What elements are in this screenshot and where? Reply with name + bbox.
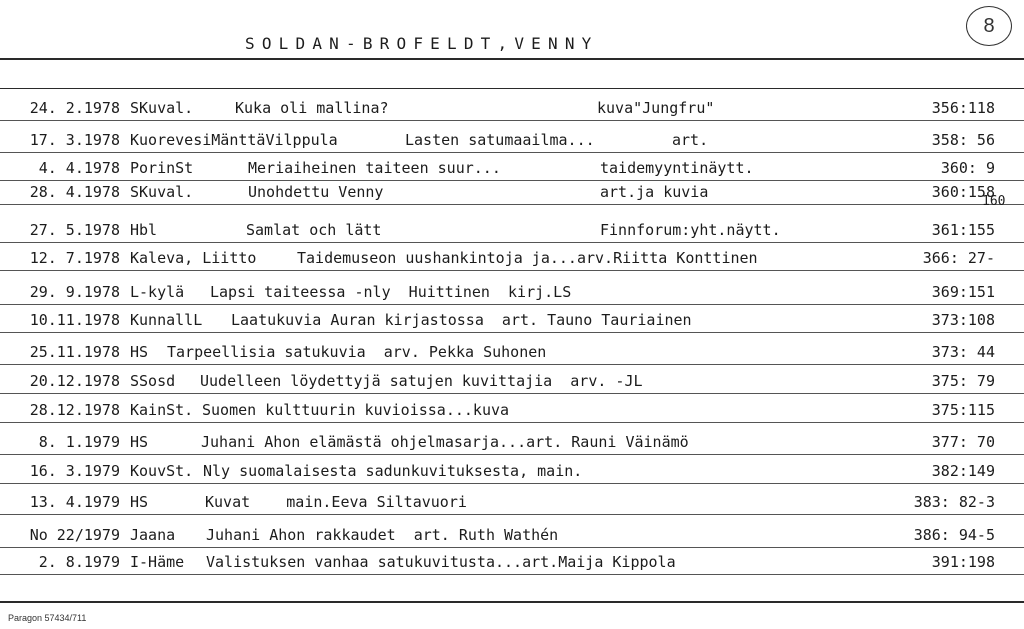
entry-type: art.ja kuvia <box>600 183 709 201</box>
entry-text: Tarpeellisia satukuvia arv. Pekka Suhonen <box>167 343 547 361</box>
entry-reference: 386: 94-5 <box>913 526 995 544</box>
entry-date: 10.11.1978 <box>29 311 120 329</box>
entry-text: Laatukuvia Auran kirjastossa art. Tauno Tauriainen <box>231 311 692 329</box>
entry-source: SSosd <box>130 372 176 390</box>
entry-reference: 361:155 <box>931 221 995 239</box>
entry-reference: 356:118 <box>931 99 995 117</box>
entry-text: Kuka oli mallina? <box>235 99 389 117</box>
entry-source: Hbl <box>130 221 158 239</box>
entry-row <box>0 131 1024 155</box>
entry-row <box>0 372 1024 396</box>
entry-reference: 377: 70 <box>931 433 995 451</box>
entry-row <box>0 526 1024 550</box>
entry-row <box>0 401 1024 425</box>
entry-text: Suomen kulttuurin kuvioissa...kuva <box>202 401 510 419</box>
entry-reference: 373: 44 <box>931 343 995 361</box>
entry-text: Nly suomalaisesta sadunkuvituksesta, main. <box>203 462 583 480</box>
entry-source: HS <box>130 433 149 451</box>
entry-source: SKuval. <box>130 183 194 201</box>
entry-date: 8. 1.1979 <box>38 433 120 451</box>
entry-date: 13. 4.1979 <box>29 493 120 511</box>
entry-date: 17. 3.1978 <box>29 131 120 149</box>
entry-reference: 375:115 <box>931 401 995 419</box>
entry-reference: 391:198 <box>931 553 995 571</box>
entry-text: Juhani Ahon elämästä ohjelmasarja...art. Rauni Väinämö <box>201 433 689 451</box>
entry-type: art. <box>672 131 709 149</box>
entry-row <box>0 221 1024 245</box>
entry-row <box>0 493 1024 517</box>
entry-source: KouvSt. <box>130 462 194 480</box>
entry-date: 4. 4.1978 <box>38 159 120 177</box>
entry-row <box>0 462 1024 486</box>
entry-row <box>0 343 1024 367</box>
entry-type: Finnforum:yht.näytt. <box>600 221 781 239</box>
entry-date: 29. 9.1978 <box>29 283 120 301</box>
entry-row <box>0 183 1024 207</box>
entry-reference: 375: 79 <box>931 372 995 390</box>
entry-reference-extra: 160 <box>982 194 1006 209</box>
entry-date: No 22/1979 <box>29 526 120 544</box>
entry-source: PorinSt <box>130 159 194 177</box>
entry-source: HS <box>130 493 149 511</box>
entry-source: Kaleva, Liitto <box>130 249 257 267</box>
entry-date: 2. 8.1979 <box>38 553 120 571</box>
header-rule-secondary <box>0 88 1024 89</box>
entry-date: 28.12.1978 <box>29 401 120 419</box>
entry-reference: 382:149 <box>931 462 995 480</box>
entry-source: HS <box>130 343 149 361</box>
entry-row <box>0 311 1024 335</box>
entry-text: Kuvat main.Eeva Siltavuori <box>205 493 467 511</box>
entry-date: 25.11.1978 <box>29 343 120 361</box>
entry-date: 20.12.1978 <box>29 372 120 390</box>
entry-row <box>0 283 1024 307</box>
entry-text: Juhani Ahon rakkaudet art. Ruth Wathén <box>206 526 559 544</box>
entry-text: Taidemuseon uushankintoja ja...arv.Riitta Konttinen <box>297 249 758 267</box>
entry-row <box>0 159 1024 183</box>
entry-reference: 360: 9 <box>940 159 995 177</box>
header-rule <box>0 58 1024 60</box>
entry-type: kuva"Jungfru" <box>597 99 715 117</box>
entry-reference: 373:108 <box>931 311 995 329</box>
entry-source: L-kylä <box>130 283 185 301</box>
entry-reference: 369:151 <box>931 283 995 301</box>
entry-text: Valistuksen vanhaa satukuvitusta...art.Maija Kippola <box>206 553 676 571</box>
entry-source: KuorevesiMänttäVilppula <box>130 131 338 149</box>
card-number: 8 <box>983 14 995 37</box>
entry-type: taidemyyntinäytt. <box>600 159 754 177</box>
entry-row <box>0 249 1024 273</box>
entry-text: Meriaiheinen taiteen suur... <box>248 159 501 177</box>
bottom-rule <box>0 601 1024 603</box>
entry-source: SKuval. <box>130 99 194 117</box>
entry-source: KunnallL <box>130 311 203 329</box>
entry-date: 27. 5.1978 <box>29 221 120 239</box>
entry-date: 16. 3.1979 <box>29 462 120 480</box>
entry-date: 24. 2.1978 <box>29 99 120 117</box>
entry-text: Lapsi taiteessa -nly Huittinen kirj.LS <box>210 283 572 301</box>
entry-row <box>0 553 1024 577</box>
entry-text: Lasten satumaailma... <box>405 131 595 149</box>
entry-text: Uudelleen löydettyjä satujen kuvittajia arv. -JL <box>200 372 643 390</box>
entry-row <box>0 433 1024 457</box>
entry-text: Samlat och lätt <box>246 221 382 239</box>
card-number-stamp <box>966 6 1012 46</box>
entry-date: 12. 7.1978 <box>29 249 120 267</box>
entry-reference: 358: 56 <box>931 131 995 149</box>
entry-text: Unohdettu Venny <box>248 183 384 201</box>
entry-date: 28. 4.1978 <box>29 183 120 201</box>
entry-reference: 366: 27- <box>922 249 995 267</box>
entry-source: KainSt. <box>130 401 194 419</box>
entry-row <box>0 99 1024 123</box>
printer-mark: Paragon 57434/711 <box>8 613 87 623</box>
entry-source: I-Häme <box>130 553 185 571</box>
entry-reference: 360:158 <box>931 183 995 201</box>
entry-source: Jaana <box>130 526 176 544</box>
entry-reference: 383: 82-3 <box>913 493 995 511</box>
card-title: SOLDAN-BROFELDT,VENNY <box>245 34 599 53</box>
